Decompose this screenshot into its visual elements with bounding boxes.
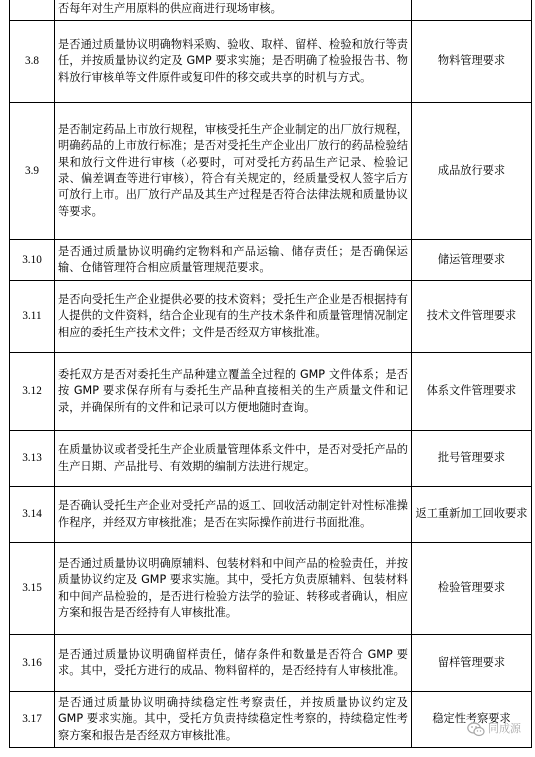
table-row [10,431,532,487]
table-row [10,21,532,103]
item-number: 3.13 [10,431,55,487]
requirement-category: 体系文件管理要求 [412,353,532,431]
item-number: 3.9 [10,103,55,240]
item-number: 3.10 [10,240,55,281]
table-row [10,240,532,281]
table-row [10,635,532,692]
item-number: 3.12 [10,353,55,431]
item-number: 3.8 [10,21,55,103]
table-row [10,353,532,431]
requirement-text: 委托双方是否对委托生产品种建立覆盖全过程的 GMP 文件体系；是否按 GMP 要求保存所有与委托生产品种直接相关的生产质量文件和记录，并确保所有的文件和记录可以方便地随时查询。 [55,353,412,431]
requirement-text: 是否通过质量协议明确约定物料和产品运输、储存责任；是否确保运输、仓储管理符合相应质量管理规范要求。 [55,240,412,281]
wechat-icon [467,722,485,737]
requirement-text: 是否确认受托生产企业对受托产品的返工、回收活动制定针对性标准操作程序，并经双方审核批准；是否在实际操作前进行书面批准。 [55,487,412,543]
requirement-category: 成品放行要求 [412,103,532,240]
requirement-category: 批号管理要求 [412,431,532,487]
requirements-table [9,0,532,748]
table-row [10,487,532,543]
item-number: 3.16 [10,635,55,692]
table-row [10,692,532,748]
table-row [10,0,532,21]
requirement-text: 是否通过质量协议明确持续稳定性考察责任，并按质量协议约定及 GMP 要求实施。其中，受托方负责持续稳定性考察的，持续稳定性考察方案和报告是否经双方审核批准。 [55,692,412,748]
item-number: 3.14 [10,487,55,543]
requirement-text: 是否制定药品上市放行规程，审核受托生产企业制定的出厂放行规程，明确药品的上市放行标准；是否对受托生产企业出厂放行的药品检验结果和放行文件进行审核（必要时，可对受托方药品生产记录、检验记录、偏差调查等进行审核），符合有关规定的，经质量受权人签字后方可放行上市。出厂放行产品及其生产过程是否符合法律法规和质量协议等要求。 [55,103,412,240]
requirement-category: 返工重新加工回收要求 [412,487,532,543]
requirement-text: 是否通过质量协议明确原辅料、包装材料和中间产品的检验责任，并按质量协议约定及 GMP 要求实施。其中，受托方负责原辅料、包装材料和中间产品检验的，是否进行检验方法学的验证、转移或者确认，相应方案和报告是否经持有人审核批准。 [55,543,412,635]
watermark-text: 同成源 [488,722,521,735]
requirement-category [412,0,532,21]
requirement-text: 是否通过质量协议明确留样责任，储存条件和数量是否符合 GMP 要求。其中，受托方进行的成品、物料留样的，是否经持有人审核批准。 [55,635,412,692]
requirement-text: 是否向受托生产企业提供必要的技术资料；受托生产企业是否根据持有人提供的文件资料，结合企业现有的生产技术条件和质量管理情况制定相应的委托生产技术文件；文件是否经双方审核批准。 [55,281,412,353]
item-number: 3.15 [10,543,55,635]
item-number: 3.11 [10,281,55,353]
requirement-text: 否每年对生产用原料的供应商进行现场审核。 [55,0,412,21]
item-number: 3.17 [10,692,55,748]
requirement-category: 稳定性考察要求 [412,692,532,748]
requirement-category: 检验管理要求 [412,543,532,635]
table-row [10,281,532,353]
table-row [10,103,532,240]
requirement-text: 在质量协议或者受托生产企业质量管理体系文件中，是否对受托产品的生产日期、产品批号、有效期的编制方法进行规定。 [55,431,412,487]
requirement-text: 是否通过质量协议明确物料采购、验收、取样、留样、检验和放行等责任，并按质量协议约定及 GMP 要求实施；是否明确了检验报告书、物料放行审核单等文件原件或复印件的移交或共享的时机与方式。 [55,21,412,103]
requirement-category: 储运管理要求 [412,240,532,281]
requirement-category: 技术文件管理要求 [412,281,532,353]
item-number [10,0,55,21]
table-row [10,543,532,635]
requirement-category: 留样管理要求 [412,635,532,692]
requirement-category: 物料管理要求 [412,21,532,103]
watermark [467,721,521,737]
